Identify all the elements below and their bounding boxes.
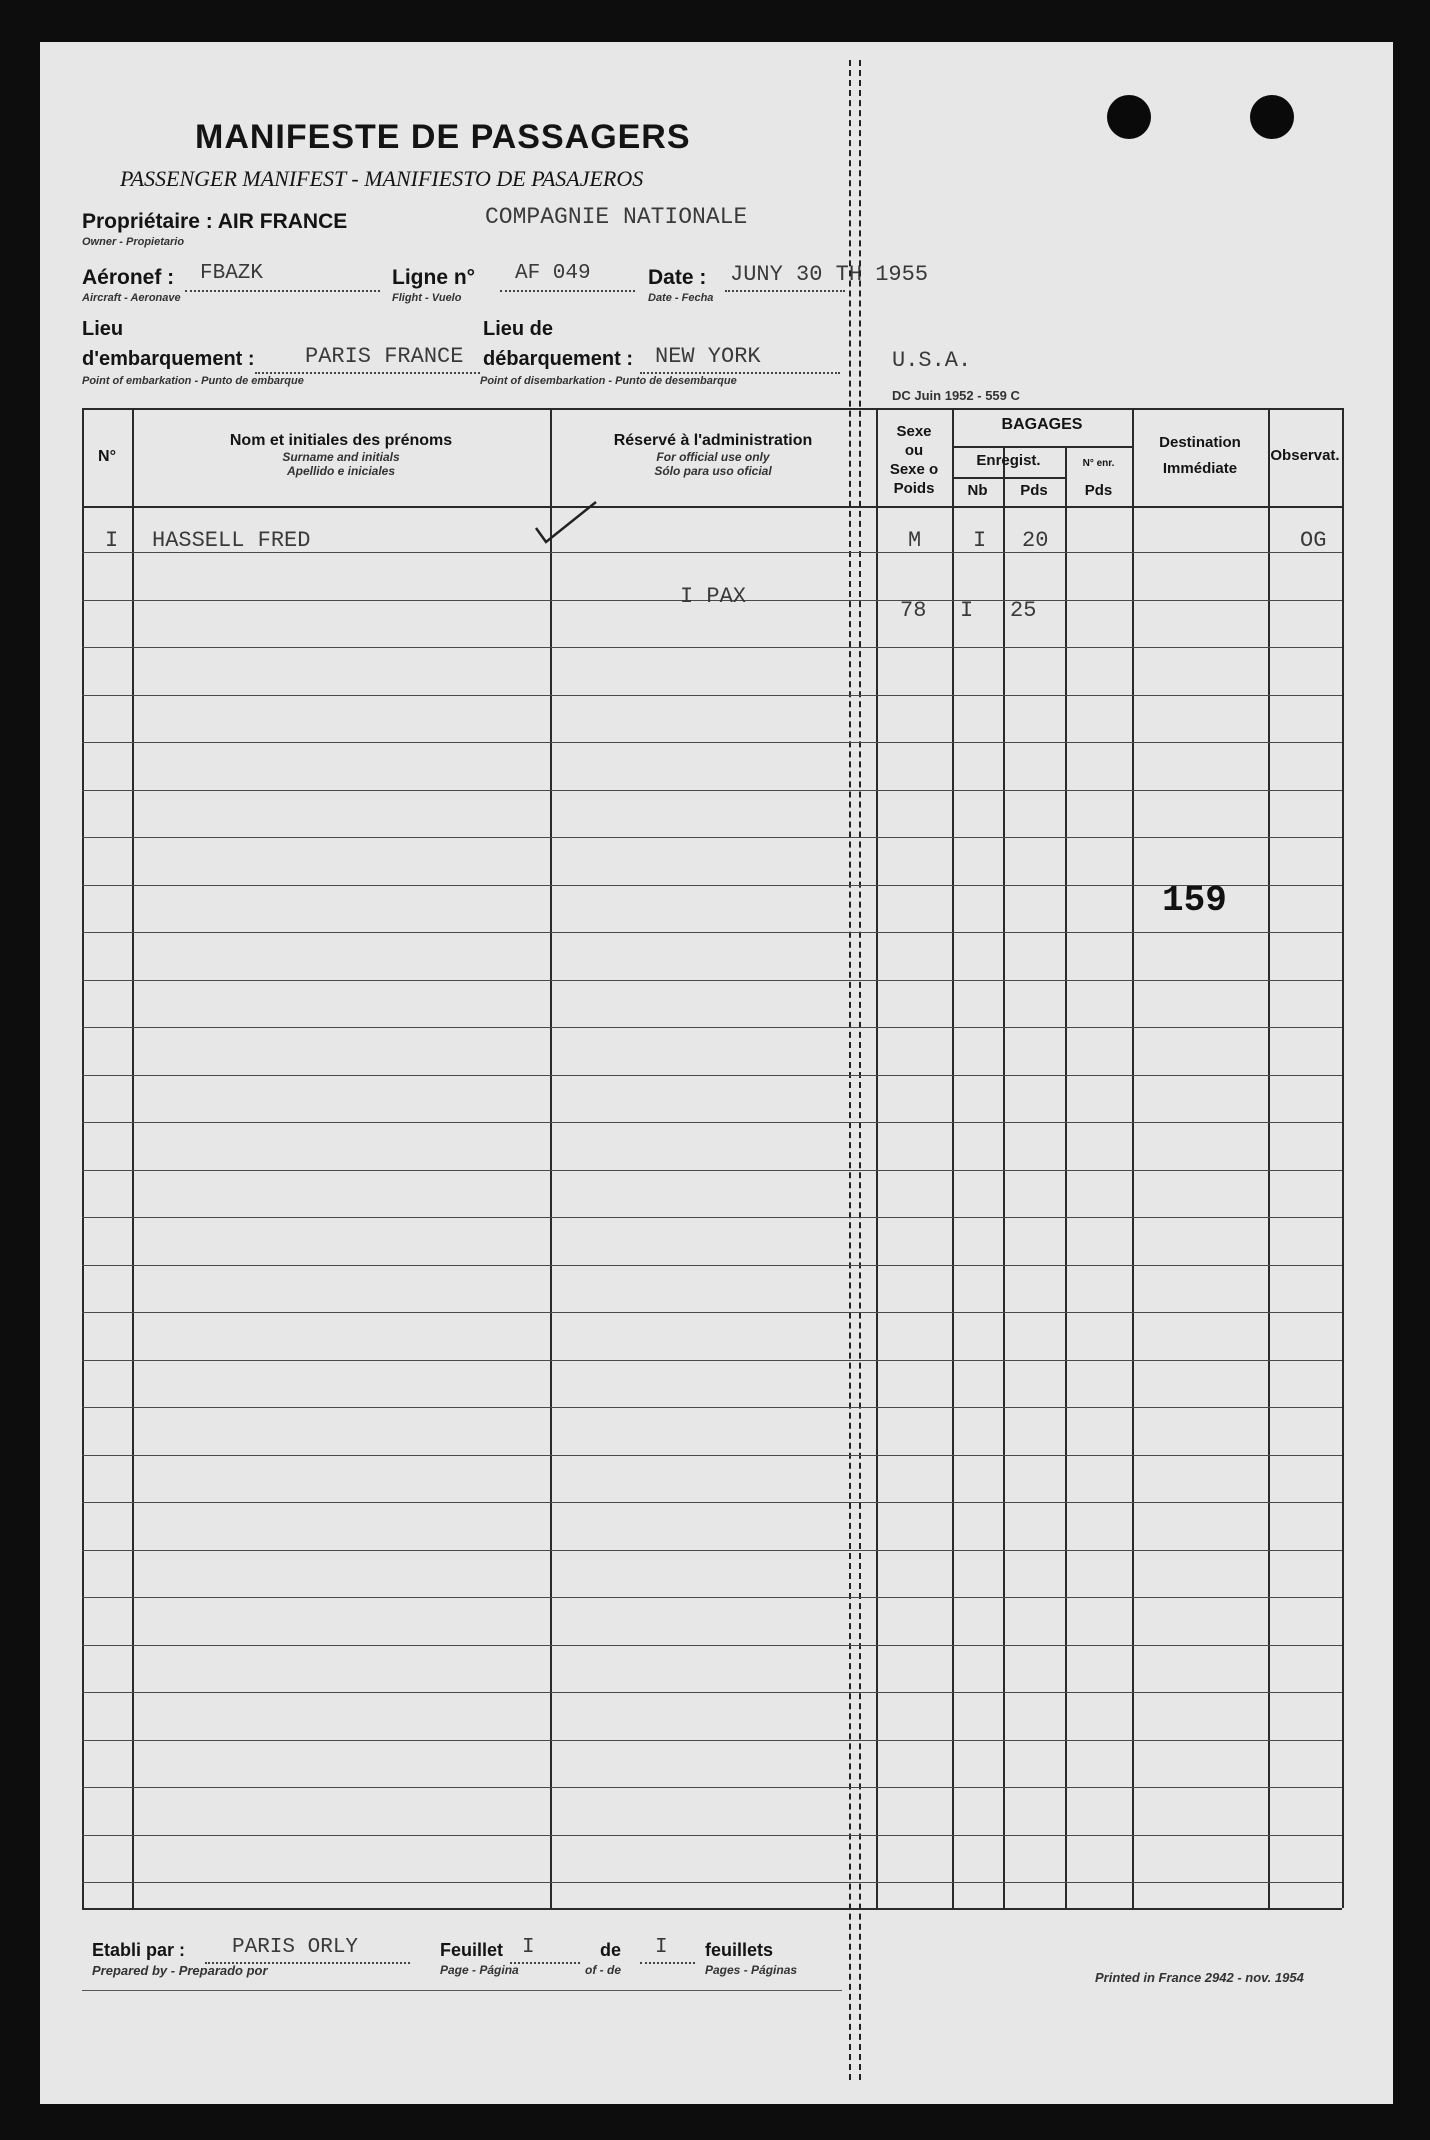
col-header-registered: Enregist. (976, 452, 1041, 469)
of-label: de (600, 1940, 622, 1960)
prepared-value: PARIS ORLY (232, 1936, 359, 1959)
checkmark-icon (532, 498, 602, 548)
page-divider (849, 60, 851, 2080)
printed-note: Printed in France 2942 - nov. 1954 (1095, 1970, 1304, 1985)
embark-value: PARIS FRANCE (305, 344, 464, 369)
pages-sublabel: Pages - Páginas (705, 1963, 798, 1977)
punch-hole (1107, 95, 1151, 139)
aircraft-value: FBAZK (200, 262, 264, 285)
aircraft-sublabel: Aircraft - Aeronave (82, 292, 181, 304)
table-rule (82, 1360, 1342, 1361)
embark-label-1: Lieu (82, 318, 124, 340)
disembark-label-1: Lieu de (483, 318, 554, 340)
table-rule (82, 1645, 1342, 1646)
prepared-sublabel: Prepared by - Preparado por (92, 1963, 268, 1978)
date-label: Date : (648, 266, 707, 289)
flight-label: Ligne n° (392, 266, 476, 289)
table-rule (82, 1407, 1342, 1408)
of-sublabel: of - de (585, 1963, 621, 1977)
table-rule (82, 1265, 1342, 1266)
row-1-nb: I (973, 528, 987, 553)
owner-value: COMPAGNIE NATIONALE (485, 204, 748, 230)
table-rule (82, 885, 1342, 886)
table-rule (82, 837, 1342, 838)
table-rule (82, 1597, 1342, 1598)
table-rule (82, 1075, 1342, 1076)
row-2-nb: I (960, 598, 974, 623)
table-rule (82, 1502, 1342, 1503)
page-title: MANIFESTE DE PASSAGERS (195, 118, 691, 156)
col-header-name: Nom et initiales des prénoms Surname and initials Apellido e iniciales (229, 432, 453, 478)
table-rule (82, 1787, 1342, 1788)
row-1-no: I (105, 528, 119, 553)
table-rule (82, 980, 1342, 981)
disembark-label-2: débarquement : (483, 348, 634, 370)
page-label: Feuillet (440, 1940, 504, 1960)
table-rule (82, 647, 1342, 648)
row-2-admin: I PAX (680, 584, 747, 609)
col-header-no: N° (98, 448, 116, 465)
table-rule (82, 1312, 1342, 1313)
owner-sublabel: Owner - Propietario (82, 236, 185, 248)
date-value: JUNY 30 TH 1955 (730, 262, 929, 287)
row-1-pds: 20 (1022, 528, 1049, 553)
pages-label: feuillets (705, 1940, 774, 1960)
table-rule (82, 1217, 1342, 1218)
aircraft-label: Aéronef : (82, 266, 175, 289)
embark-label-2: d'embarquement : (82, 348, 255, 370)
prepared-label: Etabli par : (92, 1940, 186, 1960)
of-value: I (655, 1936, 668, 1959)
table-rule (82, 1027, 1342, 1028)
stamp-number: 159 (1162, 880, 1227, 921)
row-2-sex: 78 (900, 598, 927, 623)
table-rule (82, 1122, 1342, 1123)
col-header-pds-2: Pds (1084, 482, 1113, 499)
table-rule (82, 1692, 1342, 1693)
table-rule (82, 1170, 1342, 1171)
table-top-rule (82, 408, 1342, 410)
country-value: U.S.A. (892, 348, 972, 373)
row-2-pds: 25 (1010, 598, 1037, 623)
table-rule (82, 1550, 1342, 1551)
col-header-remarks: Observat. (1270, 447, 1340, 464)
row-1-remarks: OG (1300, 528, 1327, 553)
table-rule (82, 932, 1342, 933)
col-header-pds: Pds (1020, 482, 1048, 499)
embark-sublabel: Point of embarkation - Punto de embarque (82, 375, 304, 387)
row-1-sex: M (908, 528, 922, 553)
col-header-nb: Nb (967, 482, 988, 499)
page-value: I (522, 1936, 535, 1959)
flight-value: AF 049 (515, 262, 591, 285)
col-header-sex: Sexe ou Sexe o Poids (889, 423, 939, 497)
table-rule (82, 742, 1342, 743)
date-sublabel: Date - Fecha (648, 292, 714, 304)
table-rule (82, 1740, 1342, 1741)
table-rule (82, 1882, 1342, 1883)
disembark-sublabel: Point of disembarkation - Punto de desembarque (480, 375, 737, 387)
table-rule (82, 1455, 1342, 1456)
owner-label: Propriétaire : AIR FRANCE (82, 210, 348, 233)
table-rule (82, 1835, 1342, 1836)
table-rule (82, 790, 1342, 791)
col-header-baggage: BAGAGES (1001, 416, 1083, 433)
col-header-admin: Réservé à l'administration For official use only Sólo para uso oficial (613, 432, 813, 478)
page-subtitle: PASSENGER MANIFEST - MANIFIESTO DE PASAJEROS (120, 166, 644, 191)
disembark-value: NEW YORK (655, 344, 761, 369)
row-1-name: HASSELL FRED (152, 528, 311, 553)
punch-hole (1250, 95, 1294, 139)
table-rule (82, 695, 1342, 696)
page-sublabel: Page - Página (440, 1963, 519, 1977)
col-header-no-reg: N° enr. (1082, 458, 1115, 469)
flight-sublabel: Flight - Vuelo (392, 292, 462, 304)
form-code: DC Juin 1952 - 559 C (892, 388, 1020, 403)
col-header-destination: Destination Immédiate (1159, 434, 1241, 477)
